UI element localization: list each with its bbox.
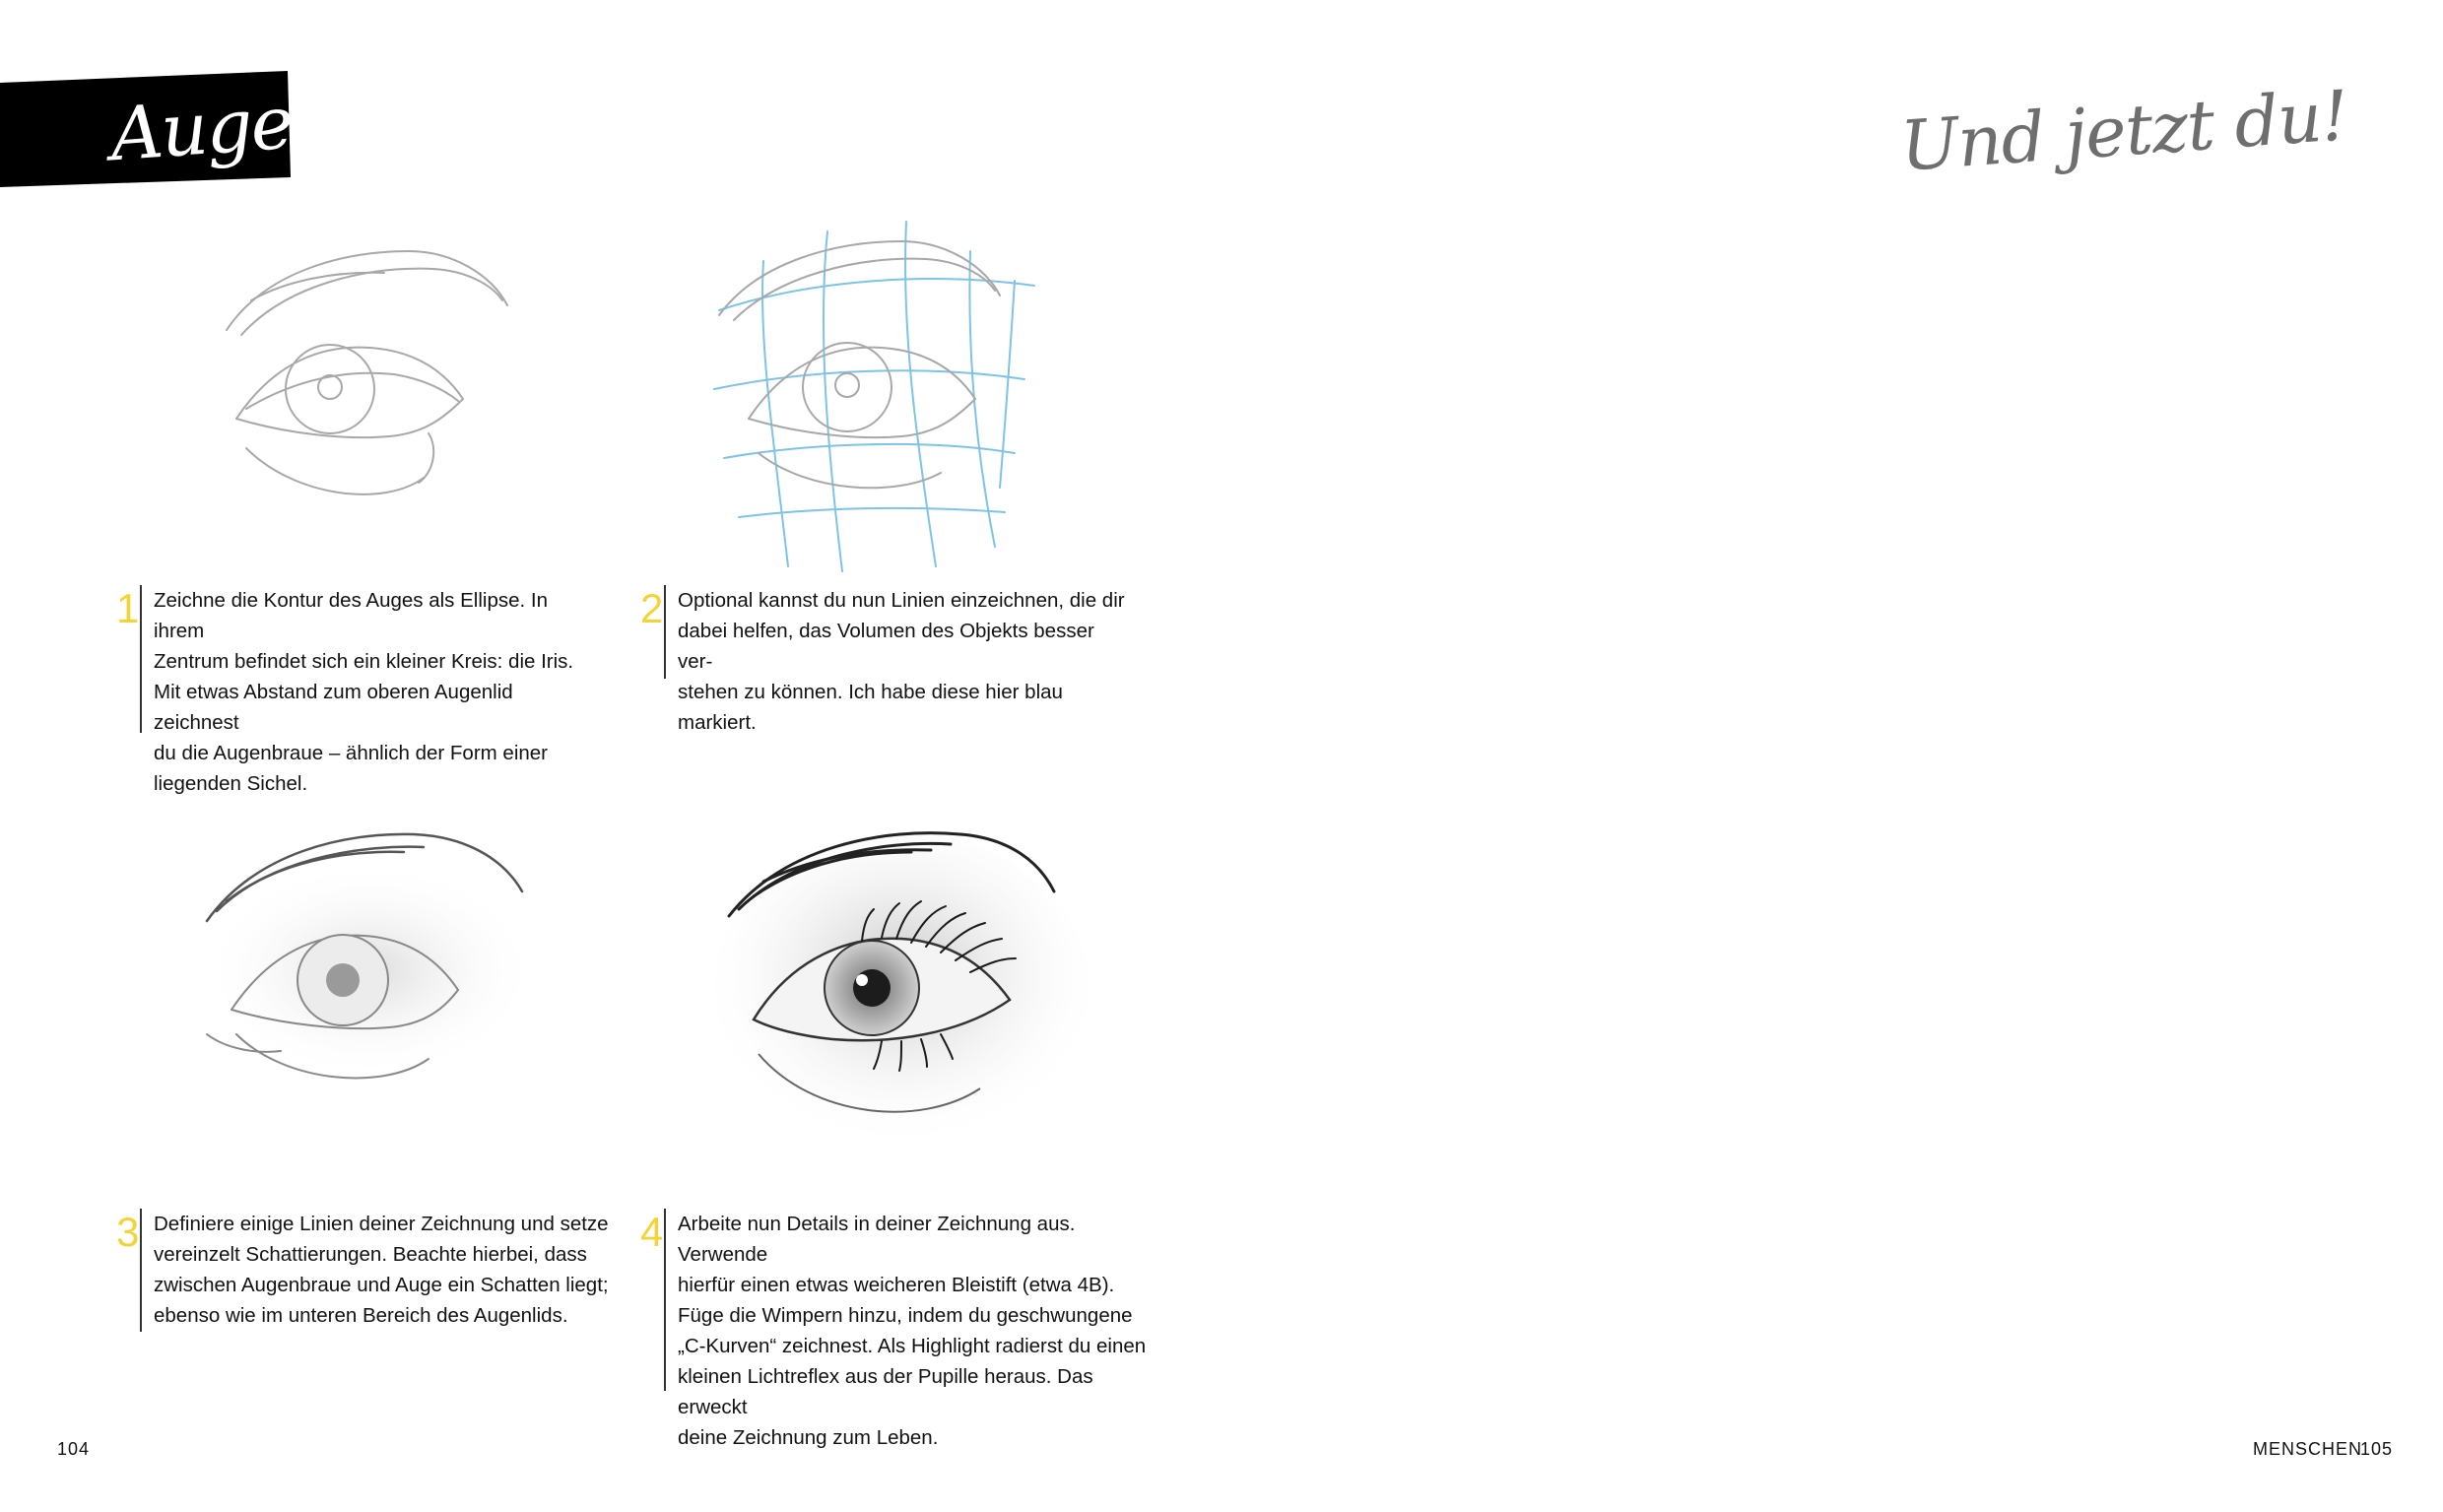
step-divider <box>140 585 142 733</box>
step-divider <box>664 585 666 679</box>
right-page-title: Und jetzt du! <box>1898 75 2351 187</box>
step-divider <box>664 1209 666 1391</box>
step-4 <box>640 1209 1153 1449</box>
step-1 <box>116 585 589 795</box>
eye-sketch-step-1 <box>207 231 532 512</box>
step-2 <box>640 585 1133 734</box>
step-text: Optional kannst du nun Linien einzeichnen, die dir dabei helfen, das Volumen des Objekts besser ver- stehen zu können. Ich habe diese hier blau markiert. <box>678 589 1125 734</box>
section-label: MENSCHEN <box>2253 1439 2363 1459</box>
step-number: 1 <box>116 585 140 631</box>
step-3 <box>116 1209 609 1332</box>
step-text: Definiere einige Linien deiner Zeichnung und setze vereinzelt Schattierungen. Beachte hierbei, dass zwischen Augenbraue und Auge ein Schatten liegt; ebenso wie im unteren Bereich des Augenlids. <box>154 1213 609 1327</box>
step-text: Arbeite nun Details in deiner Zeichnung aus. Verwende hierfür einen etwas weicheren Bleistift (etwa 4B). Füge die Wimpern hinzu, indem du geschwungene „C-Kurven“ zeichnest. Als Highlight radierst du einen kleinen Lichtreflex aus der Pupille heraus. Das erweckt deine Zeichnung zum Leben. <box>678 1213 1147 1449</box>
step-number: 4 <box>640 1209 664 1255</box>
step-text: Zeichne die Kontur des Auges als Ellipse. In ihrem Zentrum befindet sich ein kleiner Kreis: die Iris. Mit etwas Abstand zum oberen Augenlid zeichnest du die Augenbraue – ähnlich der Form einer liegenden Sichel. <box>154 589 574 795</box>
eye-sketch-step-4 <box>714 822 1098 1172</box>
page-title: Auge <box>107 80 296 178</box>
right-page <box>1222 0 2443 1512</box>
step-number: 2 <box>640 585 664 631</box>
eye-sketch-step-2 <box>709 192 1044 581</box>
eye-sketch-step-3 <box>197 822 542 1108</box>
page-number-left: 104 <box>57 1439 91 1459</box>
page-number-right: 105 <box>2360 1439 2394 1459</box>
step-number: 3 <box>116 1209 140 1255</box>
step-divider <box>140 1209 142 1332</box>
